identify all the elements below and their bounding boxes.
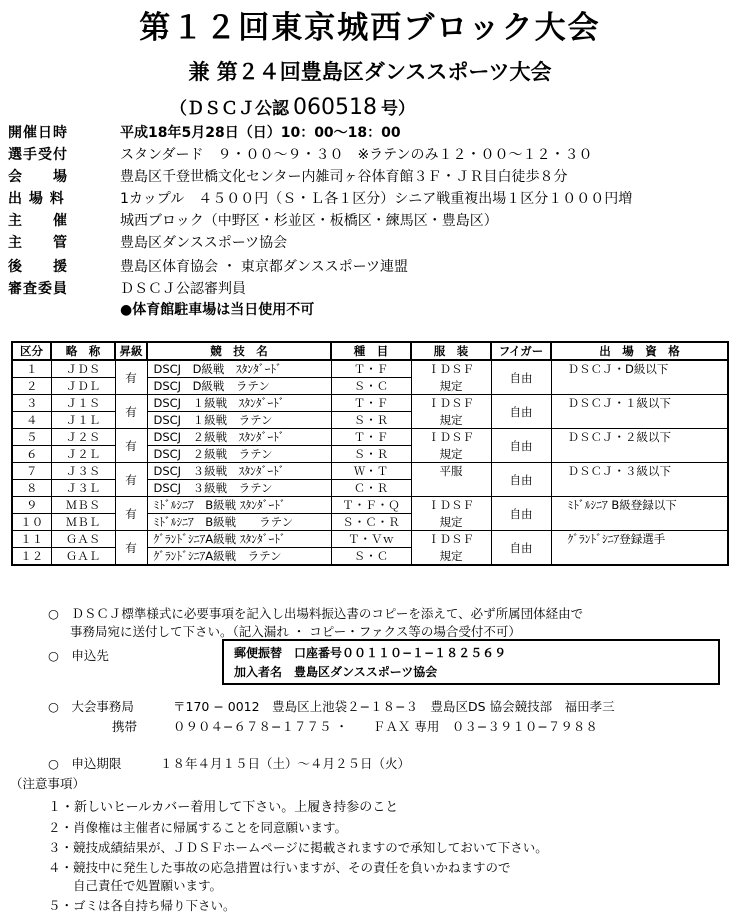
row-abbr: Ｊ２Ｓ	[51, 429, 115, 446]
row-event: DSCJ １級戦 ｽﾀﾝﾀﾞｰﾄﾞ	[147, 395, 331, 412]
table-row	[12, 395, 728, 412]
row-figure: 自由	[491, 531, 551, 566]
row-dances: Ｓ・Ｒ	[331, 412, 411, 429]
row-attire: ＩＤＳＦ	[411, 429, 491, 446]
row-dances: Ｔ・Ｆ	[331, 395, 411, 412]
class-table	[11, 341, 729, 566]
row-dances: Ｓ・Ｃ	[331, 378, 411, 395]
row-figure: 自由	[491, 497, 551, 531]
row-abbr: Ｊ２Ｌ	[51, 446, 115, 463]
row-event: ﾐﾄﾞﾙｼﾆｱ B級戦 ラテン	[147, 514, 331, 531]
row-dances: Ｓ・Ｃ	[331, 548, 411, 566]
row-number: ７	[12, 463, 51, 480]
row-event: ｸﾞﾗﾝﾄﾞｼﾆｱA級戦 ラテン	[147, 548, 331, 566]
table-row	[12, 531, 728, 548]
row-dances: Ｔ・Ｆ	[331, 429, 411, 446]
info-value: ＤＳＣＪ公認審判員	[120, 281, 246, 297]
row-qualification: ＤＳＣＪ・３級以下	[551, 463, 728, 497]
sub-title: 兼 第２４回豊島区ダンススポーツ大会	[188, 60, 552, 84]
caution-item: ５・ゴミは各自持ち帰り下さい。	[48, 898, 236, 913]
row-figure: 自由	[491, 395, 551, 429]
row-attire-rule: 規定	[411, 548, 491, 566]
info-label: 会 場	[8, 169, 68, 185]
row-number: ９	[12, 497, 51, 514]
header-division: 区分	[12, 342, 51, 360]
table-row	[12, 497, 728, 514]
apply-to-label: ○ 申込先	[48, 648, 109, 663]
row-event: DSCJ １級戦 ラテン	[147, 412, 331, 429]
info-row-management	[8, 232, 287, 252]
certification-line	[170, 94, 415, 120]
row-attire-rule	[411, 480, 491, 497]
main-title: 第１２回東京城西ブロック大会	[139, 10, 601, 46]
row-abbr: ＪＤＬ	[51, 378, 115, 395]
bank-transfer-box	[222, 639, 720, 685]
row-dances: Ｔ・Ｖｗ	[331, 531, 411, 548]
row-dances: Ｗ・Ｔ	[331, 463, 411, 480]
row-qualification: ﾐﾄﾞﾙｼﾆｱ B級登録以下	[551, 497, 728, 531]
row-dances: Ｔ・Ｆ・Ｑ	[331, 497, 411, 514]
table-row	[12, 429, 728, 446]
table-row	[12, 463, 728, 480]
row-attire: ＩＤＳＦ	[411, 497, 491, 514]
application-instruction-line2: 事務局宛に送付して下さい。（記入漏れ ・ コピー・ファクス等の場合受付不可）	[70, 624, 521, 639]
caution-item: ２・肖像権は主催者に帰属することを同意願います。	[48, 820, 348, 835]
row-attire-rule: 規定	[411, 514, 491, 531]
header-promotion: 昇級	[115, 342, 147, 360]
row-number: ２	[12, 378, 51, 395]
row-dances: Ｔ・Ｆ	[331, 360, 411, 378]
row-event: ｸﾞﾗﾝﾄﾞｼﾆｱA級戦 ｽﾀﾝﾀﾞｰﾄﾞ	[147, 531, 331, 548]
row-attire: ＩＤＳＦ	[411, 360, 491, 378]
row-abbr: Ｊ１Ｌ	[51, 412, 115, 429]
phone-fax: ０９０４−６７８−１７７５ ・ ＦＡＸ 専用 ０３−３９１０−７９８８	[173, 719, 598, 734]
row-promotion: 有	[115, 531, 147, 566]
info-label: 主 催	[8, 213, 68, 229]
row-attire-rule: 規定	[411, 412, 491, 429]
row-dances: Ｃ・Ｒ	[331, 480, 411, 497]
header-dances: 種 目	[331, 342, 411, 360]
info-value: 平成18年5月28日（日）10：00〜18：00	[120, 125, 401, 141]
row-number: ５	[12, 429, 51, 446]
caution-item: １・新しいヒールカバー着用して下さい。上履き持参のこと	[48, 800, 399, 815]
row-number: ４	[12, 412, 51, 429]
row-qualification: ｸﾞﾗﾝﾄﾞｼﾆｱ登録選手	[551, 531, 728, 566]
bank-account-holder: 加入者名 豊島区ダンススポーツ協会	[234, 665, 438, 679]
info-label: 審査委員	[8, 281, 68, 297]
row-promotion: 有	[115, 395, 147, 429]
row-figure: 自由	[491, 360, 551, 395]
row-event: DSCJ D級戦 ラテン	[147, 378, 331, 395]
caution-title: （注意事項）	[10, 776, 86, 791]
row-number: １２	[12, 548, 51, 566]
info-value: 豊島区体育協会 ・ 東京都ダンススポーツ連盟	[120, 259, 409, 275]
row-promotion: 有	[115, 463, 147, 497]
row-attire-rule: 規定	[411, 446, 491, 463]
certification-suffix: 号）	[380, 99, 415, 119]
info-row-reception	[8, 144, 592, 164]
header-figure: フイガー	[491, 342, 551, 360]
row-promotion: 有	[115, 360, 147, 395]
row-number: １１	[12, 531, 51, 548]
info-label: 出 場 料	[8, 191, 65, 207]
row-event: DSCJ ３級戦 ラテン	[147, 480, 331, 497]
info-label: 選手受付	[8, 147, 68, 163]
row-abbr: ＧＡＳ	[51, 531, 115, 548]
row-attire-rule: 規定	[411, 378, 491, 395]
caution-item: ４・競技中に発生した事故の応急措置は行いますが、その責任を負いかねますので	[48, 860, 511, 875]
certification-number: 060518	[293, 95, 377, 120]
info-value: スタンダード ９・００〜９・３０ ※ラテンのみ１２・００〜１２・３０	[120, 147, 593, 163]
info-row-venue	[8, 166, 567, 186]
row-number: ８	[12, 480, 51, 497]
row-abbr: Ｊ１Ｓ	[51, 395, 115, 412]
row-abbr: ＭＢＳ	[51, 497, 115, 514]
certification-prefix: （ＤＳＣＪ公認	[170, 99, 289, 119]
application-instruction-line1: ○ ＤＳＣＪ標準様式に必要事項を記入し出場料振込書のコピーを添えて、必ず所属団体経由で	[48, 606, 584, 621]
info-label: 開催日時	[8, 125, 68, 141]
info-row-organizer	[8, 210, 498, 230]
bank-account: 郵便振替 口座番号００１１０−１−１８２５６９	[234, 646, 507, 660]
row-event: DSCJ ２級戦 ラテン	[147, 446, 331, 463]
caution-item: ３・競技成績結果が、ＪＤＳＦホームページに掲載されますので承知しておいて下さい。	[48, 840, 548, 855]
office-label: ○ 大会事務局	[48, 699, 134, 714]
info-value: 豊島区千登世橋文化センター内雑司ヶ谷体育館３Ｆ・ＪＲ目白徒歩８分	[120, 169, 568, 185]
row-promotion: 有	[115, 497, 147, 531]
header-attire: 服 装	[411, 342, 491, 360]
row-figure: 自由	[491, 463, 551, 497]
row-attire: 平服	[411, 463, 491, 480]
info-row-support	[8, 256, 408, 276]
row-number: １	[12, 360, 51, 378]
info-row-date	[8, 122, 401, 142]
header-qualification: 出 場 資 格	[551, 342, 728, 360]
office-address: 〒170 − 0012 豊島区上池袋２−１８−３ 豊島区DS 協会競技部 福田孝三	[173, 699, 615, 714]
row-number: ６	[12, 446, 51, 463]
row-dances: Ｓ・Ｃ・Ｒ	[331, 514, 411, 531]
row-number: １０	[12, 514, 51, 531]
table-header-row	[12, 342, 728, 360]
header-abbr: 略 称	[51, 342, 115, 360]
info-label: 主 管	[8, 235, 68, 251]
row-abbr: Ｊ３Ｌ	[51, 480, 115, 497]
deadline-value: １８年４月１５日（土）〜４月２５日（火）	[160, 756, 411, 771]
header-event: 競 技 名	[147, 342, 331, 360]
row-abbr: ＪＤＳ	[51, 360, 115, 378]
info-value: 城西ブロック（中野区・杉並区・板橋区・練馬区・豊島区）	[120, 213, 498, 229]
row-dances: Ｓ・Ｒ	[331, 446, 411, 463]
row-number: ３	[12, 395, 51, 412]
row-figure: 自由	[491, 429, 551, 463]
info-row-fee	[8, 188, 632, 208]
row-promotion: 有	[115, 429, 147, 463]
row-abbr: ＭＢＬ	[51, 514, 115, 531]
row-attire: ＩＤＳＦ	[411, 395, 491, 412]
row-attire: ＩＤＳＦ	[411, 531, 491, 548]
info-value: 1カップル ４５００円（Ｓ・Ｌ各１区分）シニア戦重複出場１区分１０００円増	[120, 191, 633, 207]
row-qualification: ＤＳＣＪ・２級以下	[551, 429, 728, 463]
row-event: DSCJ D級戦 ｽﾀﾝﾀﾞｰﾄﾞ	[147, 360, 331, 378]
mobile-label: 携帯	[112, 719, 138, 734]
row-event: ﾐﾄﾞﾙｼﾆｱ B級戦 ｽﾀﾝﾀﾞｰﾄﾞ	[147, 497, 331, 514]
table-row	[12, 360, 728, 378]
parking-note: ●体育館駐車場は当日使用不可	[120, 302, 315, 318]
info-row-judges	[8, 278, 246, 298]
caution-item: 自己責任で処置願います。	[48, 878, 223, 893]
row-event: DSCJ ２級戦 ｽﾀﾝﾀﾞｰﾄﾞ	[147, 429, 331, 446]
row-qualification: ＤＳＣＪ・D級以下	[551, 360, 728, 395]
info-label: 後 援	[8, 259, 68, 275]
info-value: 豊島区ダンススポーツ協会	[120, 235, 288, 251]
deadline-label: ○ 申込期限	[48, 756, 122, 771]
row-abbr: Ｊ３Ｓ	[51, 463, 115, 480]
row-qualification: ＤＳＣＪ・１級以下	[551, 395, 728, 429]
row-event: DSCJ ３級戦 ｽﾀﾝﾀﾞｰﾄﾞ	[147, 463, 331, 480]
row-abbr: ＧＡＬ	[51, 548, 115, 566]
